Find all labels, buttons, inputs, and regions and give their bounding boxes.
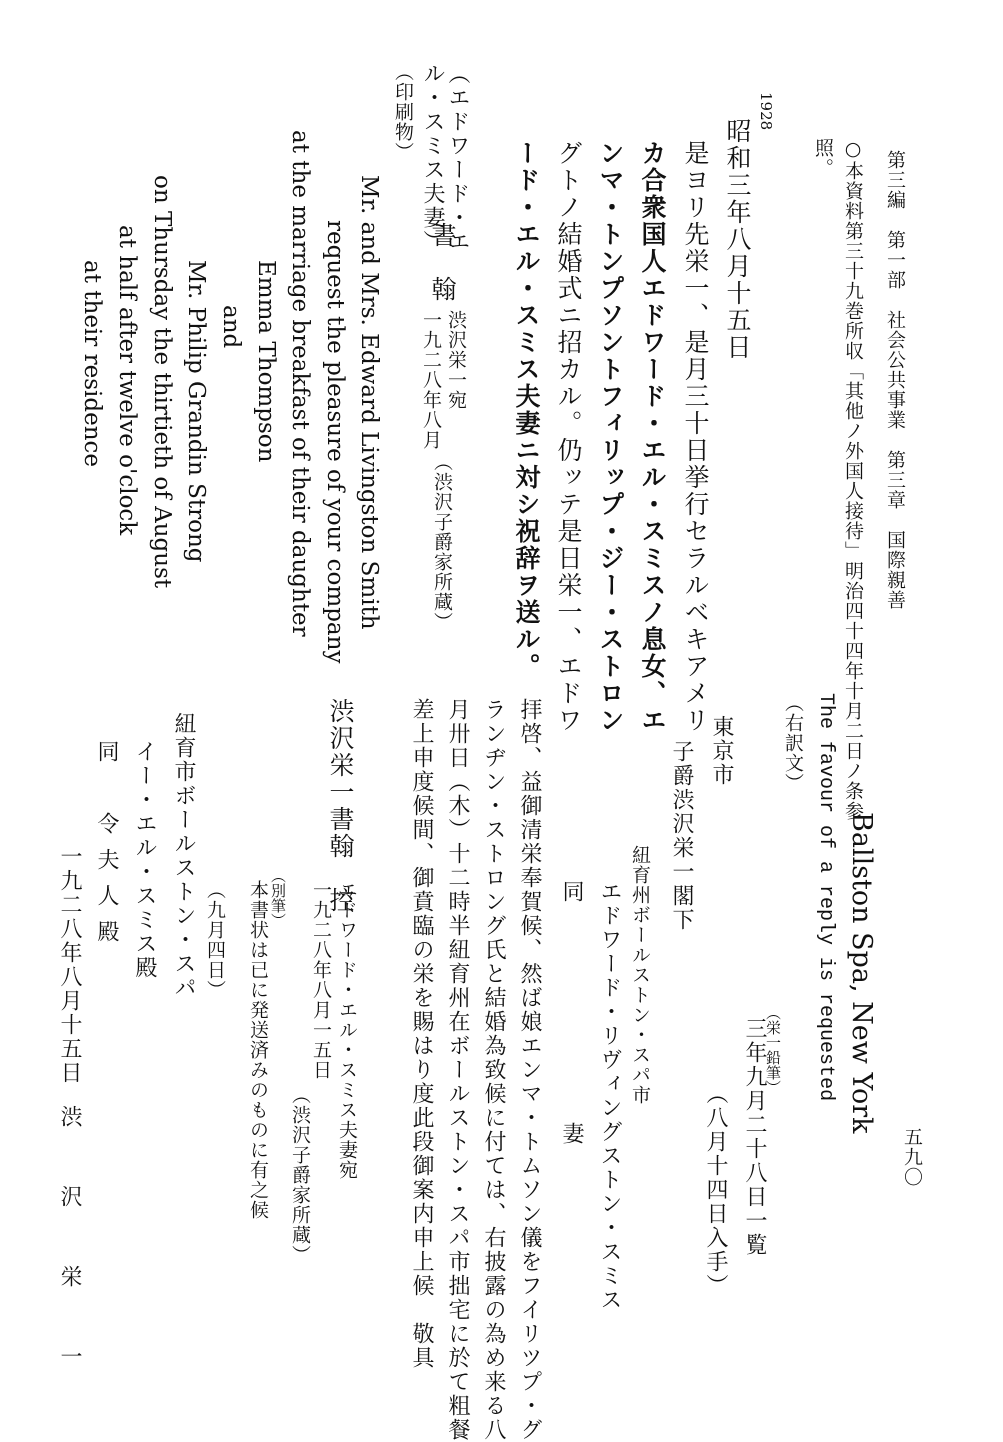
separate-hand-note: 本書状は已に発送済みのものに有之候 [247, 880, 269, 1220]
separate-hand-label: （別筆） [269, 868, 287, 928]
rsvp-line: The favour of a reply is requested [814, 693, 837, 1102]
letter-date: 一九二八年八月 [420, 310, 442, 450]
entry-date: 昭和三年八月十五日 [723, 118, 752, 361]
reply-date: 一九二八年八月一五日 [310, 880, 332, 1080]
reply-header: 渋沢栄一書翰 控 [326, 698, 355, 914]
running-head: 第三編 第一部 社会公共事業 第三章 国際親善 [884, 150, 906, 610]
pencil-note: （栄一鉛筆） [764, 1005, 782, 1095]
received-date: （八月十四日入手） [703, 1082, 728, 1298]
invite-line-4: Emma Thompson [253, 260, 279, 463]
sender-wife-prefix: 同 [559, 880, 584, 904]
city-line: 東京市 [709, 715, 734, 787]
collection-note: （渋沢子爵家所蔵） [431, 452, 453, 632]
entry-body-line-1: 是ヨリ先栄一、是月三十日挙行セラルベキアメリ [681, 140, 710, 734]
entry-body-line-4: グトノ結婚式ニ招カル。仍ッテ是日栄一、エドワ [554, 140, 583, 734]
invite-line-7: on Thursday the thirtieth of August [149, 175, 175, 589]
addressee-line: 子爵渋沢栄一閣下 [669, 740, 694, 932]
reference-note-line-2: 照。 [812, 138, 834, 178]
letter-type: 書 翰 [428, 222, 457, 303]
invite-line-3: at the marriage breakfast of their daughter [287, 130, 313, 637]
translation-body-line-2: ランヂン・ストロング氏と結婚為致候に付ては、右披露の為め来る八 [481, 698, 506, 1442]
address-line-3: 同 令夫人殿 [94, 740, 119, 956]
address-line-1: 紐育市ボールストン・スパ [171, 712, 196, 1000]
invite-line-8: at half after twelve o'clock [114, 225, 140, 536]
letter-from-line-2: ル・スミス夫妻） [420, 62, 445, 254]
invite-line-1: Mr. and Mrs. Edward Livingston Smith [356, 175, 382, 630]
letter-from-line-1: （エドワード・エ [445, 62, 470, 254]
entry-body-line-3: ンマ・トンプソントフィリップ・ジー・ストロン [596, 140, 625, 734]
reply-addressee: エドワード・エル・スミス夫妻宛 [336, 880, 358, 1180]
place-line: Ballston Spa, New York [846, 812, 877, 1134]
page-number: 五九〇 [901, 1127, 923, 1187]
reference-note-line-1: ○本資料第三十九巻所収「其他ノ外国人接待」明治四十四年十月二日ノ条参 [842, 138, 864, 821]
translation-body-line-4: 差上申度候間、御賁臨の栄を賜はり度此段御案内申上候 敬具 [409, 698, 434, 1370]
final-date: 一九二八年八月十五日 [57, 845, 82, 1085]
invite-line-9: at their residence [79, 260, 105, 467]
year-western: 1928 [757, 92, 775, 131]
address-line-2: イー・エル・スミス殿 [132, 740, 157, 980]
invite-line-6: Mr. Philip Grandin Strong [183, 260, 209, 563]
sender-name: エドワード・リヴィングストン・スミス [597, 880, 622, 1312]
translation-body-line-1: 拝啓、益御清栄奉賀候、然ば娘エンマ・トムソン儀をフイリツプ・グ [517, 698, 542, 1442]
invite-line-2: request the pleasure of your company [322, 220, 348, 664]
invite-line-5: and [218, 305, 244, 349]
translation-label: （右訳文） [782, 693, 804, 793]
entry-body-line-2: カ合衆国人エドワード・エル・スミスノ息女、エ [638, 140, 667, 734]
printed-matter-note: （印刷物） [392, 62, 414, 162]
read-date: 三年九月二十八日一覧 [742, 1017, 767, 1257]
separate-date: （九月四日） [204, 880, 226, 1000]
signature: 渋 沢 栄 一 [57, 1105, 82, 1385]
reply-collection-note: （渋沢子爵家所蔵） [289, 1085, 311, 1265]
sender-place: 紐育州ボールストン・スパ市 [629, 845, 651, 1105]
sender-wife: 妻 [559, 1122, 584, 1146]
entry-body-line-5: ード・エル・スミス夫妻ニ対シ祝辞ヲ送ル。 [512, 140, 541, 680]
translation-body-line-3: 月卅日（木）十二時半紐育州在ボールストン・スパ市拙宅に於て粗餐 [445, 698, 470, 1442]
letter-addressee: 渋沢栄一宛 [445, 310, 467, 410]
